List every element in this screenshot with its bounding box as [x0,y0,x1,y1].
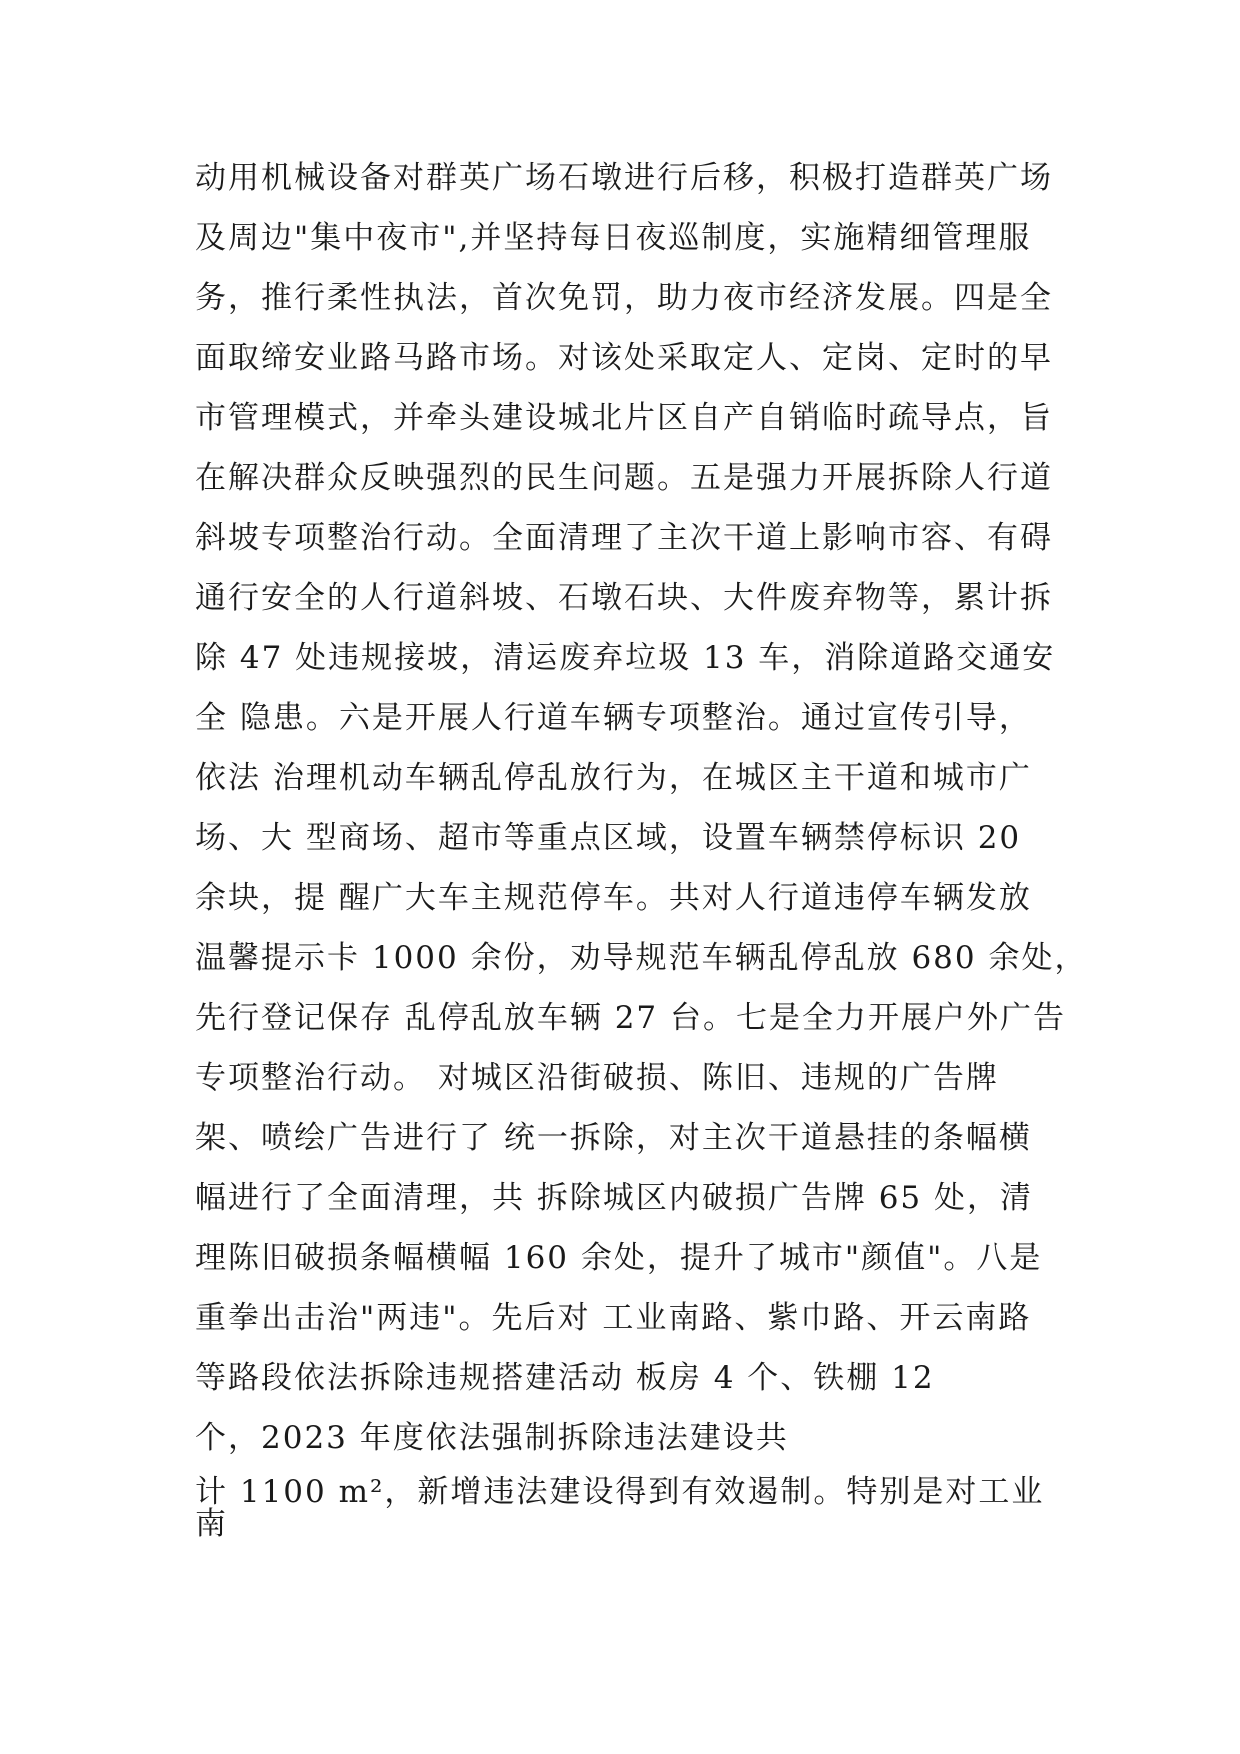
text-line: 依法 治理机动车辆乱停乱放行为，在城区主干道和城市广 [195,760,1032,796]
text-line: 市管理模式，并牵头建设城北片区自产自销临时疏导点，旨 [195,400,1053,436]
text-line: 幅进行了全面清理，共 拆除城区内破损广告牌 65 处，清 [195,1180,1034,1216]
text-line: 全 隐患。六是开展人行道车辆专项整治。通过宣传引导， [195,700,1032,736]
text-line: 及周边"集中夜市",并坚持每日夜巡制度，实施精细管理服 [195,220,1032,256]
text-line: 除 47 处违规接坡，清运废弃垃圾 13 车，消除道路交通安 [195,640,1056,676]
text-line: 重拳出击治"两违"。先后对 工业南路、紫巾路、开云南路 [195,1300,1032,1336]
text-line: 计 1100 m²，新增违法建设得到有效遏制。特别是对工业 [195,1474,1045,1510]
text-line: 温馨提示卡 1000 余份，劝导规范车辆乱停乱放 680 余处， [195,940,1088,976]
text-line: 务，推行柔性执法，首次免罚，助力夜市经济发展。四是全 [195,280,1053,316]
text-line: 架、喷绘广告进行了 统一拆除，对主次干道悬挂的条幅横 [195,1120,1032,1156]
text-line: 先行登记保存 乱停乱放车辆 27 台。七是全力开展户外广告 [195,1000,1067,1036]
text-line: 斜坡专项整治行动。全面清理了主次干道上影响市容、有碍 [195,520,1053,556]
text-line: 场、大 型商场、超市等重点区域，设置车辆禁停标识 20 [195,820,1022,856]
text-line: 余块，提 醒广大车主规范停车。共对人行道违停车辆发放 [195,880,1032,916]
text-line: 通行安全的人行道斜坡、石墩石块、大件废弃物等，累计拆 [195,580,1053,616]
text-line: 动用机械设备对群英广场石墩进行后移，积极打造群英广场 [195,160,1053,196]
text-line: 专项整治行动。 对城区沿街破损、陈旧、违规的广告牌 [195,1060,999,1096]
text-line: 在解决群众反映强烈的民生问题。五是强力开展拆除人行道 [195,460,1053,496]
text-line: 面取缔安业路马路市场。对该处采取定人、定岗、定时的早 [195,340,1053,376]
text-line: 等路段依法拆除违规搭建活动 板房 4 个、铁棚 12 [195,1360,935,1396]
text-line: 理陈旧破损条幅横幅 160 余处，提升了城市"颜值"。八是 [195,1240,1043,1276]
text-line: 南 [195,1506,228,1542]
text-line: 个，2023 年度依法强制拆除违法建设共 [195,1420,789,1456]
